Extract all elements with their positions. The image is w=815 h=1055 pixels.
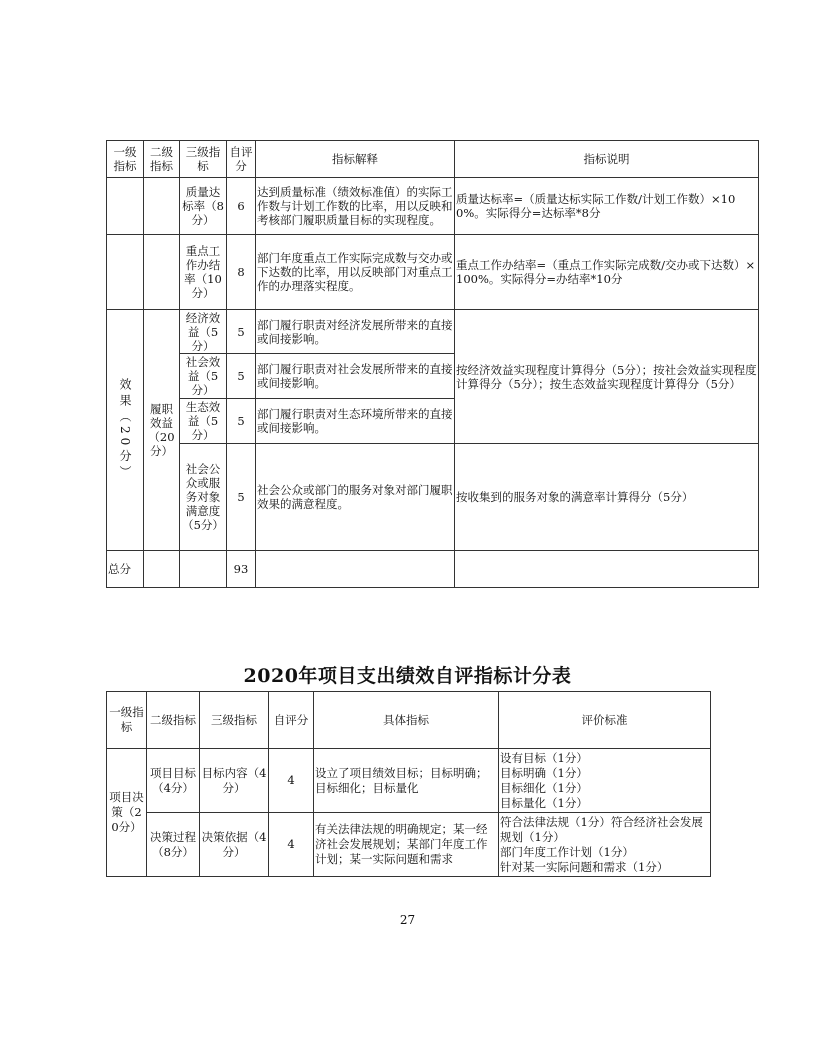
header-cell: 具体指标 — [314, 692, 499, 749]
level1-cell: 效果（20分） — [107, 310, 144, 551]
score-cell: 5 — [227, 310, 256, 354]
header-cell: 自评分 — [269, 692, 314, 749]
header-cell: 评价标准 — [499, 692, 711, 749]
level3-cell: 生态效益（5分） — [180, 399, 227, 444]
desc-cell: 重点工作办结率=（重点工作实际完成数/交办或下达数）×100%。实际得分=办结率*10分 — [455, 235, 759, 310]
score-cell: 5 — [227, 444, 256, 551]
score-cell: 4 — [269, 813, 314, 877]
criteria-line: 符合法律法规（1分）符合经济社会发展规划（1分） — [500, 814, 703, 844]
header-cell: 指标解释 — [256, 141, 455, 178]
explain-cell: 部门履行职责对生态环境所带来的直接或间接影响。 — [256, 399, 455, 444]
level3-cell: 质量达标率（8分） — [180, 178, 227, 235]
empty-cell — [107, 235, 144, 310]
level2-cell: 决策过程（8分） — [147, 813, 200, 877]
table-header-row — [107, 692, 711, 749]
explain-cell: 社会公众或部门的服务对象对部门履职效果的满意程度。 — [256, 444, 455, 551]
header-cell: 自评分 — [227, 141, 256, 178]
explain-cell: 部门履行职责对经济发展所带来的直接或间接影响。 — [256, 310, 455, 354]
table-self-eval-1 — [106, 140, 759, 588]
specific-cell: 设立了项目绩效目标；目标明确；目标细化；目标量化 — [314, 749, 499, 813]
table-self-eval-2 — [106, 691, 711, 877]
explain-cell: 达到质量标准（绩效标准值）的实际工作数与计划工作数的比率，用以反映和考核部门履职质量目标的实现程度。 — [256, 178, 455, 235]
header-cell: 指标说明 — [455, 141, 759, 178]
level3-cell: 经济效益（5分） — [180, 310, 227, 354]
explain-cell: 部门年度重点工作实际完成数与交办或下达数的比率，用以反映部门对重点工作的办理落实程度。 — [256, 235, 455, 310]
table-row — [107, 178, 759, 235]
specific-cell: 有关法律法规的明确规定；某一经济社会发展规划；某部门年度工作计划；某一实际问题和需求 — [314, 813, 499, 877]
table-row — [107, 444, 759, 551]
level3-cell: 决策依据（4分） — [200, 813, 269, 877]
level2-cell: 履职效益（20分） — [144, 310, 180, 551]
desc-cell: 质量达标率=（质量达标实际工作数/计划工作数）×100%。实际得分=达标率*8分 — [455, 178, 759, 235]
explain-cell: 部门履行职责对社会发展所带来的直接或间接影响。 — [256, 354, 455, 399]
score-cell: 8 — [227, 235, 256, 310]
table-header-row — [107, 141, 759, 178]
total-row — [107, 551, 759, 588]
header-cell: 二级指标 — [147, 692, 200, 749]
level3-cell: 目标内容（4分） — [200, 749, 269, 813]
header-cell: 二级指标 — [144, 141, 180, 178]
desc-cell: 按收集到的服务对象的满意率计算得分（5分） — [455, 444, 759, 551]
empty-cell — [107, 178, 144, 235]
criteria-line: 设有目标（1分） — [500, 750, 588, 765]
empty-cell — [180, 551, 227, 588]
total-label: 总分 — [107, 551, 144, 588]
header-cell: 三级指标 — [200, 692, 269, 749]
empty-cell — [455, 551, 759, 588]
level2-cell: 项目目标（4分） — [147, 749, 200, 813]
table-row — [107, 813, 711, 877]
criteria-line: 部门年度工作计划（1分） — [500, 844, 634, 859]
criteria-line: 针对某一实际问题和需求（1分） — [500, 859, 669, 874]
level3-cell: 社会效益（5分） — [180, 354, 227, 399]
empty-cell — [144, 178, 180, 235]
criteria-line: 目标明确（1分） — [500, 765, 588, 780]
score-cell: 4 — [269, 749, 314, 813]
score-cell: 6 — [227, 178, 256, 235]
level3-cell: 社会公众或服务对象满意度（5分） — [180, 444, 227, 551]
table-row — [107, 235, 759, 310]
header-cell: 一级指标 — [107, 692, 147, 749]
score-cell: 5 — [227, 354, 256, 399]
empty-cell — [144, 551, 180, 588]
total-score: 93 — [227, 551, 256, 588]
table-row — [107, 310, 759, 354]
criteria-cell — [499, 749, 711, 813]
criteria-line: 目标量化（1分） — [500, 795, 588, 810]
level1-cell: 项目决策（20分） — [107, 749, 147, 877]
score-cell: 5 — [227, 399, 256, 444]
header-cell: 三级指标 — [180, 141, 227, 178]
table-row — [107, 749, 711, 813]
page-number: 27 — [399, 913, 416, 927]
empty-cell — [144, 235, 180, 310]
section-title: 2020年项目支出绩效自评指标计分表 — [243, 665, 572, 687]
desc-cell: 按经济效益实现程度计算得分（5分）；按社会效益实现程度计算得分（5分）；按生态效益实现程度计算得分（5分） — [455, 310, 759, 444]
criteria-cell — [499, 813, 711, 877]
level3-cell: 重点工作办结率（10分） — [180, 235, 227, 310]
empty-cell — [256, 551, 455, 588]
header-cell: 一级指标 — [107, 141, 144, 178]
criteria-line: 目标细化（1分） — [500, 780, 588, 795]
